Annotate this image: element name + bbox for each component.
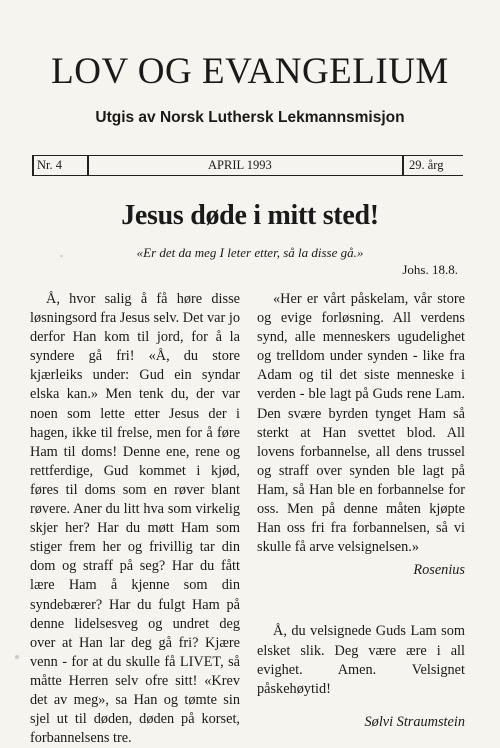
quote-paragraph: «Her er vårt påskelam, vår store og evige forløsning. All verdens synd, alle menneskers ugudelighet og trelldom under synden - like fra Adam og til det siste menneske i verden - ble lagt på Guds rene Lam. Den svære byrden tynget Ham så sterkt at Han svettet blod. All lovens forbannelse, all dens trussel og straff over synden ble lagt på Ham, så Han ble en forbannelse for oss. Men på denne måten kjøpte Han oss fri fra forbannelsen, så vi skulle få arve velsignelsen.»	[257, 291, 465, 556]
left-column	[30, 290, 240, 748]
article-title: Jesus døde i mitt sted!	[121, 200, 379, 231]
issue-divider	[87, 156, 89, 175]
masthead-subtitle: Utgis av Norsk Luthersk Lekmannsmisjon	[95, 109, 405, 126]
issue-date: APRIL 1993	[208, 158, 272, 172]
issue-divider	[402, 156, 404, 175]
scan-speck	[15, 655, 19, 659]
issue-divider	[32, 156, 34, 175]
epigraph: «Er det da meg I leter etter, så la disse gå.»	[136, 245, 364, 260]
body-paragraph: Å, hvor salig å få høre disse løsningsord fra Jesus selv. Det var jo derfor Han kom til jord, for å la syndere gå fri! «Å, du store kjærleiks under: Gud ein syndar elska kan.» Men tenk du, der var noen som lette etter Jesus der i hagen, ikke til frelse, men for å føre Ham til doms! Denne ene, rene og rettferdige, Gud kommet i kjød, føres til doms som en røver blant røvere. Aner du litt hva som virkelig skjer her? Har du møtt Ham som stiger frem her og frivillig tar din dom og straff på seg? Har du fått lære Ham å kjenne som din syndebærer? Har du fulgt Ham på denne lidelsesveg og undret deg over at Han lar deg gå fri? Kjære venn - for at du skulle få LIVET, så måtte Herren selv ofre sitt! «Krev det av meg», sa Han og tømte sin sjel ut til døden, døden på korset, forbannelsens tre.	[30, 291, 240, 747]
right-column	[257, 290, 465, 732]
issue-number: Nr. 4	[37, 158, 62, 172]
issue-volume: 29. årg	[409, 158, 444, 172]
article-author: Sølvi Straumstein	[364, 713, 465, 730]
scan-speck	[60, 255, 63, 257]
issue-bar	[32, 155, 463, 176]
masthead-title: LOV OG EVANGELIUM	[51, 51, 449, 92]
spacer	[257, 580, 465, 622]
closing-paragraph: Å, du velsignede Guds Lam som elsket slik. Deg være ære i all evighet. Amen. Velsignet påskehøytid!	[257, 623, 465, 697]
quote-author: Rosenius	[413, 562, 465, 579]
epigraph-reference: Johs. 18.8.	[402, 262, 458, 277]
